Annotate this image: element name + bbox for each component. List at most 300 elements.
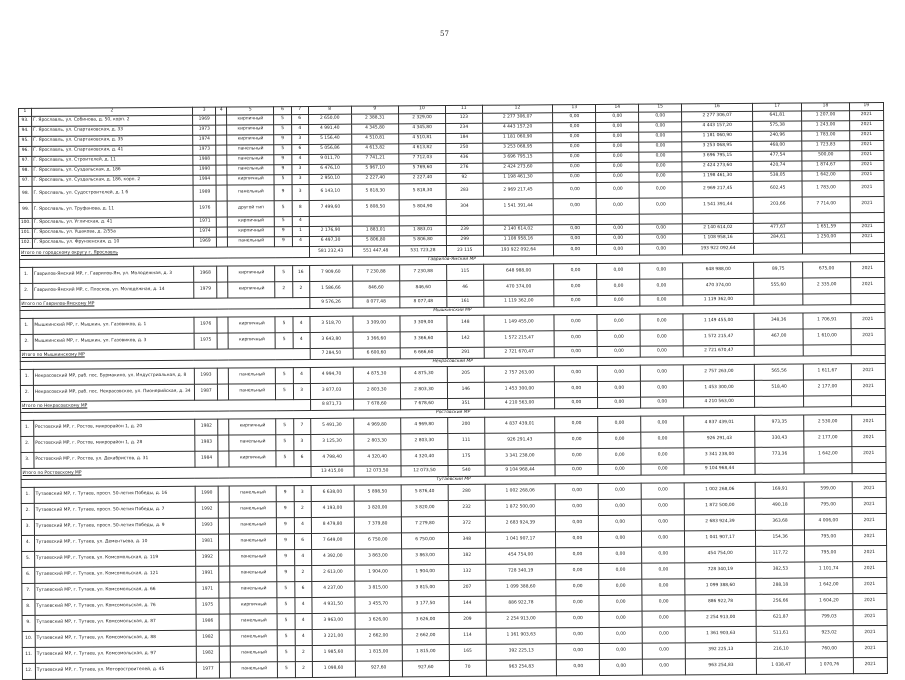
subtotal-value <box>754 396 803 407</box>
value-cell: 538,05 <box>753 171 802 181</box>
value-cell: 0,00 <box>599 611 642 627</box>
value-cell: 4 320,40 <box>401 450 448 466</box>
value-cell: 0,00 <box>599 499 642 515</box>
value-cell: 0,00 <box>642 547 685 563</box>
value-cell: 2 329,00 <box>398 114 445 124</box>
value-cell: 3 253 068,95 <box>482 143 553 153</box>
value-cell: 2021 <box>850 222 885 232</box>
subtotal-value <box>755 463 804 474</box>
building-address: Гаврилов-Ямский МР, г. Гаврилов-Ям, ул. Молодежная, д. 3 <box>32 266 193 283</box>
value-cell: 4 798,40 <box>311 450 354 466</box>
floors-count: 5 <box>277 582 294 598</box>
building-address: Г. Ярославль, ул. Строителей, д. 11 <box>32 155 193 166</box>
value-cell: 132 <box>449 564 486 580</box>
value-cell: 234 <box>446 123 483 133</box>
value-cell: 3 341 238,00 <box>484 449 555 465</box>
blank-cell <box>218 384 229 400</box>
value-cell: 0,00 <box>639 152 682 162</box>
value-cell: 5 804,90 <box>399 200 446 216</box>
entrances-count: 3 <box>291 164 308 174</box>
value-cell: 3 455,70 <box>355 597 402 613</box>
blank-cell <box>217 217 228 227</box>
subtotal-value: 0,00 <box>598 464 641 475</box>
value-cell: 0,00 <box>556 595 599 611</box>
value-cell: 169,91 <box>755 482 804 498</box>
value-cell: 299 <box>446 235 483 245</box>
value-cell: 2 254 913,00 <box>685 610 756 626</box>
value-cell: 0,00 <box>596 112 639 122</box>
entrances-count: 2 <box>294 565 311 581</box>
value-cell: 2021 <box>849 150 884 160</box>
floors-count: 2 <box>275 282 292 298</box>
floors-count: 5 <box>278 662 295 678</box>
entrances-count: 4 <box>294 597 311 613</box>
value-cell: 2 757 263,00 <box>683 364 754 380</box>
value-cell: 2 530,00 <box>804 415 851 431</box>
blank-cell <box>220 630 231 646</box>
value-cell: 92 <box>446 173 483 183</box>
building-address: Г. Ярославль, ул. Судостроителей, д. 1 б <box>32 185 193 202</box>
value-cell: 0,00 <box>553 112 596 122</box>
subtotal-value: 9 104 968,44 <box>485 465 556 476</box>
value-cell: 4 006,00 <box>805 514 852 530</box>
value-cell: 0,00 <box>640 279 683 295</box>
value-cell: 420,74 <box>753 161 802 171</box>
subtotal-value <box>852 462 887 473</box>
value-cell: 923,02 <box>805 626 852 642</box>
value-cell: 2 803,30 <box>400 383 447 399</box>
value-cell: 2021 <box>852 577 887 593</box>
row-number: 2. <box>20 385 33 401</box>
value-cell: 0,00 <box>596 198 639 214</box>
wall-material: кирпичный <box>228 333 275 349</box>
subtotal-value: 9 576,26 <box>310 297 353 308</box>
value-cell: 0,00 <box>555 416 598 432</box>
value-cell: 1 642,00 <box>802 171 849 181</box>
year-built: 1971 <box>193 217 217 227</box>
value-cell: 0,00 <box>596 172 639 182</box>
blank-cell <box>217 317 228 333</box>
value-cell <box>352 216 399 226</box>
wall-material: кирпичный <box>230 598 277 614</box>
value-cell: 5 769,60 <box>399 164 446 174</box>
entrances-count: 4 <box>295 613 312 629</box>
value-cell: 3 696 795,15 <box>682 151 753 161</box>
value-cell: 4 837 439,01 <box>684 415 755 431</box>
value-cell: 0,00 <box>557 627 600 643</box>
value-cell: 4 237,00 <box>312 581 355 597</box>
row-number: 94. <box>19 126 32 136</box>
entrances-count: 4 <box>295 629 312 645</box>
building-address: Г. Ярославль, ул. Угличская, д. 41 <box>32 217 193 228</box>
value-cell: 2 177,00 <box>804 380 851 396</box>
value-cell: 0,00 <box>553 132 596 142</box>
subtotal-value: 12 073,50 <box>354 466 401 477</box>
value-cell: 4 875,30 <box>400 367 447 383</box>
value-cell: 0,00 <box>641 448 684 464</box>
blank-cell <box>218 419 229 435</box>
entrances-count: 4 <box>293 367 310 383</box>
value-cell: 148 <box>447 315 484 331</box>
value-cell: 4 875,30 <box>353 367 400 383</box>
value-cell: 3 820,00 <box>401 501 448 517</box>
value-cell: 973,35 <box>755 415 804 431</box>
value-cell: 6 143,10 <box>309 184 352 200</box>
floors-count: 5 <box>276 384 293 400</box>
value-cell: 4 613,82 <box>351 144 398 154</box>
blank-cell <box>216 155 227 165</box>
subtotal-value: 551 447,48 <box>352 246 399 257</box>
value-cell: 1 453 300,00 <box>684 380 755 396</box>
building-address: Некрасовский МР, раб. пос. Некрасовское, ул. Пионерийская, д. 34 <box>33 384 194 401</box>
year-built: 1974 <box>193 135 217 145</box>
column-number: 17 <box>752 103 801 111</box>
subtotal-value <box>753 243 802 254</box>
subtotal-value: 9 104 968,44 <box>684 463 755 474</box>
entrances-count: 7 <box>293 418 310 434</box>
building-address: Г. Ярославль, ул. Фрунзенская, д. 10 <box>32 237 193 248</box>
value-cell: 648 988,00 <box>683 262 754 278</box>
value-cell: 2021 <box>852 497 887 513</box>
value-cell: 276 <box>446 163 483 173</box>
subtotal-value <box>850 293 885 304</box>
blank-cell <box>217 237 228 247</box>
value-cell: 0,00 <box>597 224 640 234</box>
value-cell: 3 518,70 <box>310 316 353 332</box>
value-cell: 2 424 273,60 <box>482 163 553 173</box>
floors-count: 5 <box>276 435 293 451</box>
value-cell: 518,40 <box>754 380 803 396</box>
subtotal-value: 8 871,73 <box>310 399 353 410</box>
value-cell: 511,61 <box>756 626 805 642</box>
entrances-count: 2 <box>294 501 311 517</box>
floors-count: 9 <box>277 534 294 550</box>
value-cell: 4 931,50 <box>312 597 355 613</box>
value-cell: 1 099 388,60 <box>485 580 556 596</box>
value-cell: 2021 <box>850 170 885 180</box>
value-cell: 5 808,50 <box>352 200 399 216</box>
value-cell: 1 586,66 <box>309 281 352 297</box>
entrances-count: 6 <box>291 114 308 124</box>
value-cell: 0,00 <box>640 234 683 244</box>
value-cell: 1 883,01 <box>399 226 446 236</box>
subtotal-value: 351 <box>448 398 485 409</box>
year-built: 1974 <box>193 227 217 237</box>
value-cell: 6 476,10 <box>309 164 352 174</box>
value-cell: 5 806,80 <box>352 236 399 246</box>
value-cell: 1 108 958,16 <box>483 235 554 245</box>
value-cell: 0,00 <box>642 611 685 627</box>
blank-cell <box>219 614 230 630</box>
year-built: 1993 <box>195 518 219 534</box>
subtotal-value: 193 922 092,64 <box>483 245 554 256</box>
subtotal-value: 540 <box>448 465 485 476</box>
value-cell: 0,00 <box>599 531 642 547</box>
entrances-count: 2 <box>295 661 312 677</box>
value-cell: 0,00 <box>640 224 683 234</box>
district-title: Тутаевский МР <box>21 473 886 487</box>
value-cell: 392 225,13 <box>486 644 557 660</box>
year-built: 1969 <box>193 237 217 247</box>
building-address: Г. Ярославль, ул. Труфанова, д. 11 <box>32 201 193 218</box>
column-number: 14 <box>596 104 639 112</box>
floors-count: 5 <box>276 368 293 384</box>
value-cell: 1 541 391,44 <box>483 199 554 215</box>
subtotal-value <box>754 294 803 305</box>
wall-material: панельный <box>230 550 277 566</box>
subtotal-value <box>804 463 851 474</box>
row-number: 2. <box>21 436 34 452</box>
building-address: Г. Ярославль, ул. Ушакова, д. 2/55а <box>32 227 193 238</box>
value-cell: 454 754,00 <box>685 546 756 562</box>
value-cell: 9 011,70 <box>309 154 352 164</box>
entrances-count: 6 <box>293 450 310 466</box>
entrances-count: 4 <box>292 216 309 226</box>
year-built: 1971 <box>196 582 220 598</box>
entrances-count: 8 <box>292 200 309 216</box>
building-address: Г. Ярославль, ул. Суздальская, д. 186, корп. 2 <box>32 175 193 186</box>
value-cell: 2021 <box>852 561 887 577</box>
value-cell: 490,18 <box>755 498 804 514</box>
year-built: 1994 <box>193 175 217 185</box>
value-cell: 7 379,80 <box>354 517 401 533</box>
value-cell: 0,00 <box>556 579 599 595</box>
value-cell: 4 345,80 <box>351 124 398 134</box>
value-cell: 1 604,20 <box>805 594 852 610</box>
building-address: Тутаевский МР, г. Тутаев, ул. Комсомольская, д. 121 <box>35 566 196 583</box>
blank-cell <box>217 201 228 217</box>
year-built: 1975 <box>194 333 218 349</box>
value-cell: 0,00 <box>598 483 641 499</box>
value-cell: 4 994,70 <box>310 367 353 383</box>
value-cell: 2021 <box>849 120 884 130</box>
floors-count: 9 <box>277 566 294 582</box>
value-cell: 0,00 <box>553 142 596 152</box>
blank-cell <box>216 175 227 185</box>
value-cell: 7 909,60 <box>309 265 352 281</box>
building-address: Гаврилов-Ямский МР, с. Плосков, ул. Молодежная, д. 14 <box>33 282 194 299</box>
value-cell: 5 876,40 <box>401 485 448 501</box>
value-cell: 4 345,80 <box>398 124 445 134</box>
value-cell: 0,00 <box>553 152 596 162</box>
value-cell: 1 207,00 <box>802 111 849 121</box>
value-cell: 304 <box>446 199 483 215</box>
value-cell: 0,00 <box>596 152 639 162</box>
subtotal-value: 0,00 <box>640 346 683 357</box>
value-cell: 3 820,00 <box>354 501 401 517</box>
value-cell: 7 499,60 <box>309 200 352 216</box>
entrances-count: 4 <box>291 154 308 164</box>
value-cell: 0,00 <box>598 416 641 432</box>
value-cell: 641,81 <box>753 111 802 121</box>
value-cell: 363,68 <box>755 514 804 530</box>
value-cell: 5 491,30 <box>310 418 353 434</box>
year-built: 1989 <box>193 185 217 201</box>
value-cell: 1 706,91 <box>803 313 850 329</box>
row-number: 3. <box>21 519 34 535</box>
subtotal-value: 0,00 <box>555 464 598 475</box>
subtotal-value: 0,00 <box>554 244 597 255</box>
value-cell: 0,00 <box>597 263 640 279</box>
subtotal-value: 0,00 <box>554 295 597 306</box>
value-cell <box>682 213 753 223</box>
value-cell: 1 070,76 <box>806 658 853 674</box>
value-cell: 477,54 <box>753 151 802 161</box>
value-cell: 565,56 <box>754 364 803 380</box>
value-cell: 2 683 924,39 <box>684 514 755 530</box>
wall-material: панельный <box>227 155 274 165</box>
value-cell: 200 <box>448 417 485 433</box>
wall-material: панельный <box>229 435 276 451</box>
row-number: 100. <box>19 218 32 228</box>
row-number: 6. <box>22 567 35 583</box>
value-cell: 2 803,30 <box>353 434 400 450</box>
value-cell: 3 366,60 <box>353 332 400 348</box>
value-cell: 4 510,81 <box>399 134 446 144</box>
value-cell: 1 149 455,00 <box>683 313 754 329</box>
value-cell: 5 156,40 <box>308 134 351 144</box>
row-number: 11. <box>22 647 35 663</box>
value-cell: 2021 <box>851 363 886 379</box>
value-cell: 232 <box>448 500 485 516</box>
floors-count: 5 <box>274 115 291 125</box>
floors-count: 9 <box>275 237 292 247</box>
value-cell: 392 225,13 <box>685 642 756 658</box>
entrances-count: 4 <box>294 517 311 533</box>
blank-cell <box>219 550 230 566</box>
value-cell: 3 366,60 <box>400 332 447 348</box>
value-cell: 0,00 <box>596 122 639 132</box>
column-number: 10 <box>398 106 445 114</box>
value-cell: 4 969,80 <box>401 418 448 434</box>
value-cell: 256,66 <box>756 594 805 610</box>
row-number: 3. <box>21 452 34 468</box>
year-built: 1990 <box>193 165 217 175</box>
floors-count: 9 <box>275 227 292 237</box>
value-cell: 0,00 <box>600 643 643 659</box>
value-cell: 3 626,00 <box>355 613 402 629</box>
value-cell: 0,00 <box>555 365 598 381</box>
value-cell: 0,00 <box>639 122 682 132</box>
value-cell: 3 626,00 <box>402 613 449 629</box>
value-cell: 0,00 <box>597 330 640 346</box>
wall-material: кирпичный <box>227 135 274 145</box>
row-number: 7. <box>22 583 35 599</box>
wall-material: панельный <box>230 630 277 646</box>
floors-count: 5 <box>275 333 292 349</box>
value-cell: 2021 <box>852 481 887 497</box>
value-cell: 0,00 <box>554 263 597 279</box>
wall-material: панельный <box>230 566 277 582</box>
value-cell: 1 361 903,63 <box>685 626 756 642</box>
value-cell: 3 125,30 <box>310 434 353 450</box>
value-cell: 3 643,80 <box>310 332 353 348</box>
column-number: 11 <box>446 105 483 113</box>
value-cell: 1 181 060,90 <box>682 131 753 141</box>
value-cell: 477,67 <box>753 223 802 233</box>
value-cell: 1 872 500,00 <box>485 500 556 516</box>
row-number: 97. <box>19 176 32 186</box>
wall-material: кирпичный <box>227 175 274 185</box>
wall-material: кирпичный <box>229 419 276 435</box>
value-cell: 2021 <box>853 641 888 657</box>
value-cell: 1 361 903,63 <box>486 628 557 644</box>
value-cell: 0,00 <box>556 611 599 627</box>
value-cell: 1 041 907,17 <box>685 530 756 546</box>
year-built: 1993 <box>194 368 218 384</box>
row-number: 2. <box>21 503 34 519</box>
value-cell: 3 877,03 <box>310 383 353 399</box>
value-cell: 4 969,80 <box>353 418 400 434</box>
subtotal-value: 0,00 <box>597 346 640 357</box>
subtotal-value <box>851 344 886 355</box>
value-cell: 2 254 913,00 <box>486 612 557 628</box>
value-cell: 154,36 <box>755 530 804 546</box>
year-built: 1969 <box>192 115 216 125</box>
district-title: Мышкинский МР <box>20 304 885 318</box>
blank-cell <box>216 125 227 135</box>
blank-cell <box>220 646 231 662</box>
value-cell: 846,60 <box>352 281 399 297</box>
value-cell: 3 696 795,15 <box>482 153 553 163</box>
value-cell: 467,00 <box>754 329 803 345</box>
value-cell: 799,03 <box>805 610 852 626</box>
year-built: 1973 <box>192 125 216 135</box>
blank-cell <box>217 266 228 282</box>
value-cell: 927,60 <box>402 661 449 677</box>
subtotal-label: Итого по городскому округу г. Ярославль <box>19 246 309 259</box>
value-cell: 500,00 <box>802 151 849 161</box>
value-cell: 184 <box>446 133 483 143</box>
subtotal-value: 8 077,48 <box>400 297 447 308</box>
value-cell: 4 443 157,20 <box>482 123 553 133</box>
floors-count: 9 <box>274 135 291 145</box>
building-address: Тутаевский МР, г. Тутаев, просп. 50-летия Победы, д. 9 <box>34 518 195 535</box>
value-cell: 0,00 <box>642 531 685 547</box>
value-cell: 7 230,88 <box>352 265 399 281</box>
value-cell: 2 969 217,45 <box>682 181 753 197</box>
building-address: Некрасовский МР, раб. пос. Бурмакино, ул. Индустриальная, д. 8 <box>33 368 194 385</box>
subtotal-value: 0,00 <box>597 295 640 306</box>
value-cell: 4 510,81 <box>351 134 398 144</box>
building-address: Г. Ярославль, ул. Спартаковская, д. 41 <box>32 145 193 156</box>
entrances-count: 3 <box>292 174 309 184</box>
value-cell: 4 320,40 <box>354 450 401 466</box>
value-cell: 0,00 <box>598 432 641 448</box>
value-cell: 348,36 <box>754 313 803 329</box>
value-cell: 146 <box>447 382 484 398</box>
value-cell: 46 <box>447 280 484 296</box>
value-cell: 111 <box>448 433 485 449</box>
year-built: 1992 <box>195 502 219 518</box>
row-number: 1. <box>20 267 33 283</box>
value-cell: 2021 <box>852 513 887 529</box>
value-cell: 5 056,86 <box>308 144 351 154</box>
value-cell: 0,00 <box>556 531 599 547</box>
entrances-count: 6 <box>294 533 311 549</box>
value-cell: 2 662,00 <box>402 629 449 645</box>
floors-count: 5 <box>274 125 291 135</box>
entrances-count: 3 <box>292 184 309 200</box>
value-cell: 1 098,60 <box>312 661 355 677</box>
subtotal-value <box>804 345 851 356</box>
value-cell: 1 985,60 <box>312 645 355 661</box>
entrances-count: 4 <box>292 236 309 246</box>
building-address: Г. Ярославль, ул. Суздальская, д. 186 <box>32 165 193 176</box>
wall-material: панельный <box>229 384 276 400</box>
value-cell: 2021 <box>851 379 886 395</box>
building-address: Тутаевский МР, г. Тутаев, ул. Комсомольская, д. 97 <box>35 646 196 663</box>
